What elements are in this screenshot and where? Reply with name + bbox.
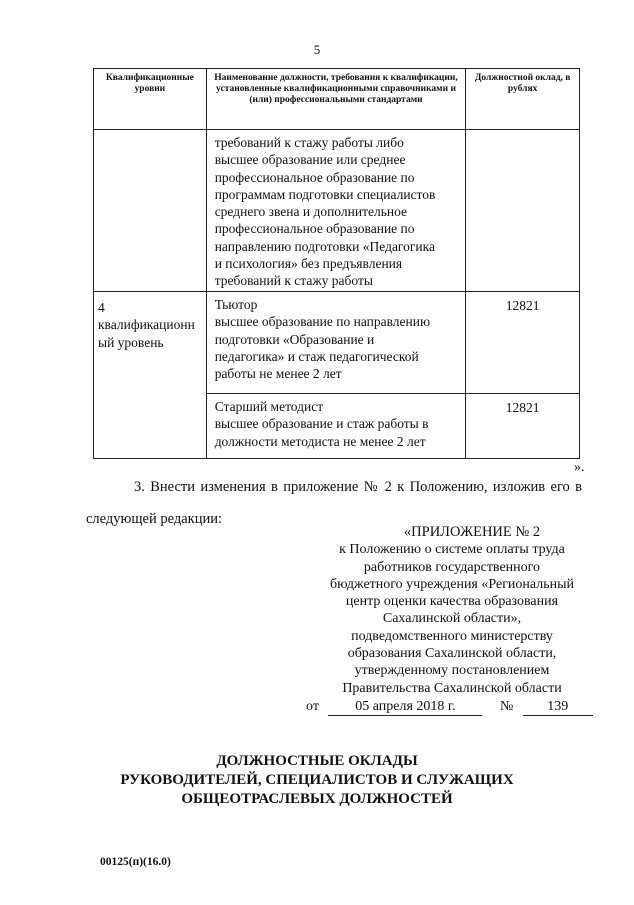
salary-value: 12821 xyxy=(505,298,540,313)
appendix-line: подведомственного министерству xyxy=(351,628,553,644)
position-title: Тьютор xyxy=(214,297,258,312)
text-line: программам подготовки специалистов xyxy=(214,186,436,202)
number-label: № xyxy=(499,699,514,714)
text-line: направлению подготовки «Педагогика xyxy=(214,238,435,254)
text-line: педагогика» и стаж педагогической xyxy=(214,348,419,364)
decree-date: 05 апреля 2018 г. xyxy=(328,699,482,716)
position-title: Старший методист xyxy=(214,399,324,414)
text-line: профессиональное образование по xyxy=(214,169,415,185)
appendix-line: к Положению о системе оплаты труда xyxy=(339,542,565,558)
position-cell-senior-methodist xyxy=(206,394,466,459)
amendment-paragraph: 3. Внести изменения в приложение № 2 к Положению, изложив его в следующей редакции: xyxy=(86,479,582,527)
appendix-line: Сахалинской области», xyxy=(382,611,522,627)
title-line: РУКОВОДИТЕЛЕЙ, СПЕЦИАЛИСТОВ И СЛУЖАЩИХ xyxy=(120,772,514,788)
text-line: подготовки «Образование и xyxy=(214,331,375,347)
text-line: профессиональное образование по xyxy=(214,221,415,237)
salary-cell-tutor xyxy=(466,292,580,394)
appendix-line: работников государственного xyxy=(363,559,541,575)
header-salary: Должностной оклад, в рублях xyxy=(466,69,580,130)
header-position: Наименование должности, требования к квалификации, установленные квалификационными справочниками и (или) профессиональными стандартами xyxy=(206,69,466,130)
title-line: ОБЩЕОТРАСЛЕВЫХ ДОЛЖНОСТЕЙ xyxy=(181,791,453,807)
appendix-line: образования Сахалинской области, xyxy=(347,646,557,662)
decree-reference xyxy=(306,699,593,716)
table-row-tutor xyxy=(94,292,580,394)
continuation-cell xyxy=(206,130,466,292)
level-label-line: ый уровень xyxy=(98,334,164,350)
decree-number: 139 xyxy=(523,699,593,716)
salary-value: 12821 xyxy=(505,400,540,415)
text-line: и психология» без предъявления xyxy=(214,256,403,272)
text-line: высшее образование по направлению xyxy=(214,314,431,330)
from-label: от xyxy=(306,699,319,714)
closing-quote: ». xyxy=(574,460,585,475)
appendix-heading: «ПРИЛОЖЕНИЕ № 2 xyxy=(403,524,541,540)
text-line: должности методиста не менее 2 лет xyxy=(214,433,426,449)
text-line: высшее образование или среднее xyxy=(214,152,406,168)
level-cell xyxy=(94,292,207,459)
appendix-line: Правительства Сахалинской области xyxy=(342,680,562,696)
text-line: высшее образование и стаж работы в xyxy=(214,416,429,432)
text-line: требований к стажу работы xyxy=(214,273,373,289)
page-number: 5 xyxy=(313,42,321,57)
appendix-line: бюджетного учреждения «Региональный xyxy=(329,576,575,592)
appendix-line: утвержденному постановлением xyxy=(354,663,550,679)
document-title xyxy=(0,752,634,809)
header-levels: Квалификационные уровни xyxy=(94,69,207,130)
level-label-line: квалификационн xyxy=(98,317,195,333)
salary-cell-senior-methodist xyxy=(466,394,580,459)
empty-salary-cell xyxy=(466,130,580,292)
text-line: работы не менее 2 лет xyxy=(214,366,342,382)
position-cell-tutor xyxy=(206,292,466,394)
appendix-block xyxy=(300,524,604,697)
text-line: среднего звена и дополнительное xyxy=(214,204,407,220)
empty-level-cell xyxy=(94,130,207,292)
document-code: 00125(п)(16.0) xyxy=(100,856,171,868)
table-row-continuation xyxy=(94,130,580,292)
appendix-line: центр оценки качества образования xyxy=(345,594,559,610)
title-line: ДОЛЖНОСТНЫЕ ОКЛАДЫ xyxy=(216,753,418,769)
text-line: требований к стажу работы либо xyxy=(214,135,404,150)
table-header-row xyxy=(94,69,580,130)
qualification-table xyxy=(93,68,580,459)
level-number: 4 xyxy=(98,300,105,315)
